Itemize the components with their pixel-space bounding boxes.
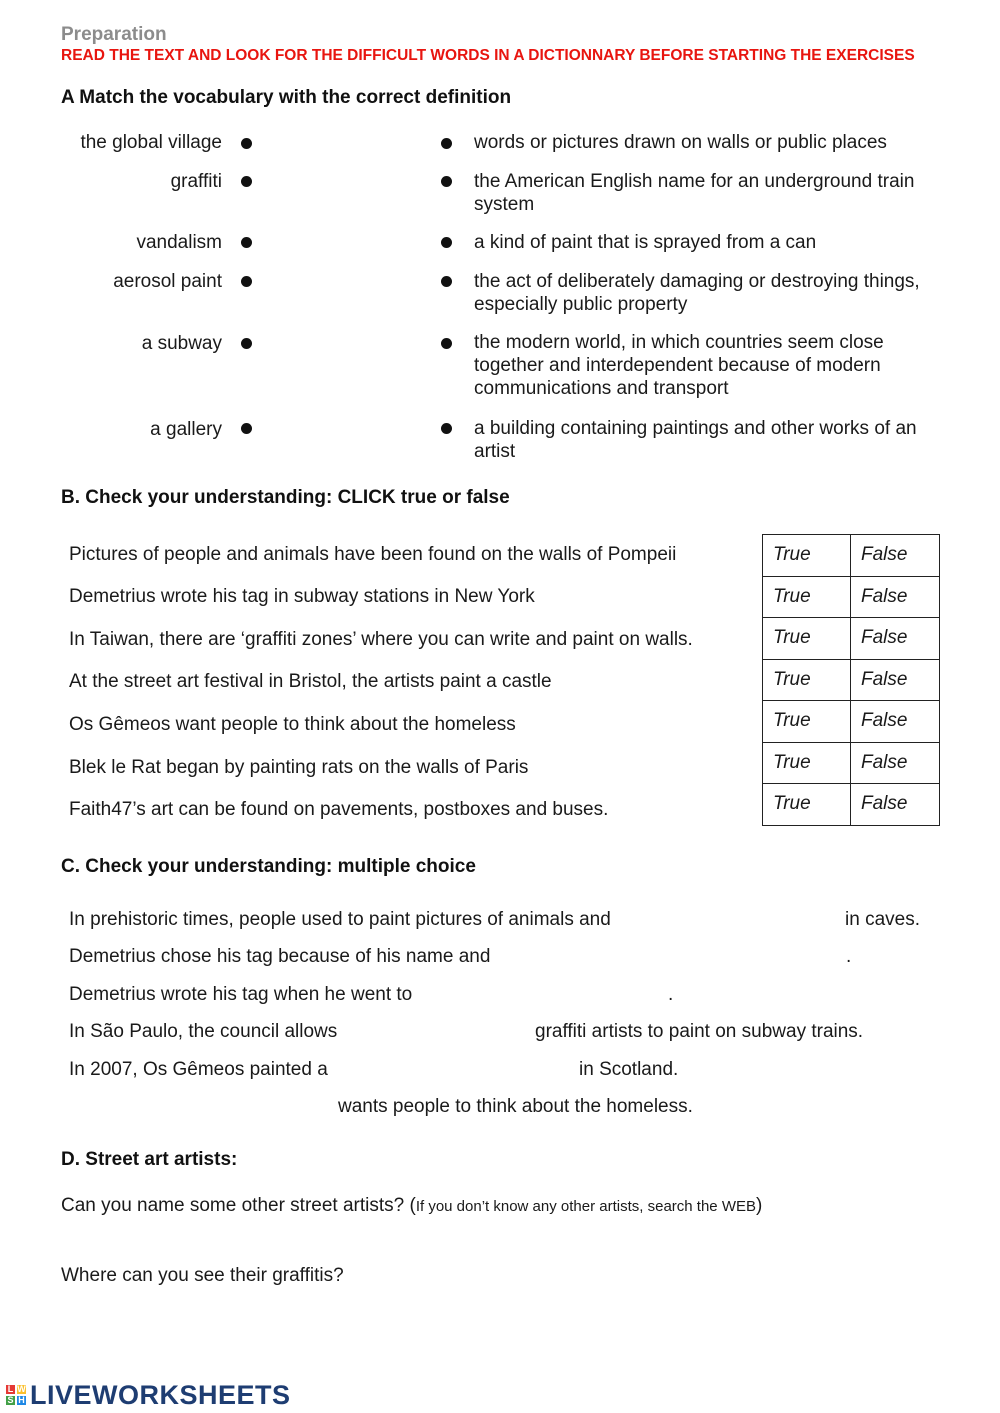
match-dot-left[interactable] <box>241 138 252 149</box>
statement-7: Faith47’s art can be found on pavements, postboxes and buses. <box>69 799 609 820</box>
match-dot-right[interactable] <box>441 276 452 287</box>
mc-sentence-3-end: . <box>668 984 674 1005</box>
definition-4: the act of deliberately damaging or destroying things, especially public property <box>474 271 920 315</box>
false-option[interactable]: False <box>851 784 940 826</box>
term-subway: a subway <box>141 333 222 354</box>
logo-letter: S <box>7 1395 14 1405</box>
true-option[interactable]: True <box>763 784 851 826</box>
match-dot-right[interactable] <box>441 138 452 149</box>
true-false-table <box>762 534 940 826</box>
question-2: Where can you see their graffitis? <box>61 1265 344 1286</box>
answer-input-2[interactable] <box>61 1295 931 1325</box>
true-option[interactable]: True <box>763 659 851 701</box>
mc-sentence-4-start: In São Paulo, the council allows <box>69 1021 338 1042</box>
mc-dropdown-6[interactable] <box>69 1093 334 1119</box>
answer-input-1[interactable] <box>61 1225 931 1255</box>
term-graffiti: graffiti <box>170 171 222 192</box>
mc-sentence-5-start: In 2007, Os Gêmeos painted a <box>69 1059 328 1080</box>
table-row <box>763 576 940 618</box>
match-dot-left[interactable] <box>241 423 252 434</box>
true-option[interactable]: True <box>763 618 851 660</box>
mc-sentence-4-end: graffiti artists to paint on subway trains. <box>535 1021 864 1042</box>
mc-dropdown-3[interactable] <box>440 981 665 1007</box>
mc-sentence-2-start: Demetrius chose his tag because of his name and <box>69 946 491 967</box>
section-c-title: C. Check your understanding: multiple choice <box>61 856 476 877</box>
statement-2: Demetrius wrote his tag in subway stations in New York <box>69 586 535 607</box>
false-option[interactable]: False <box>851 535 940 577</box>
logo-text: LIVEWORKSHEETS <box>30 1379 291 1410</box>
logo-icon <box>6 1385 26 1405</box>
table-row <box>763 701 940 743</box>
definition-2: the American English name for an underground train system <box>474 171 915 215</box>
table-row <box>763 742 940 784</box>
mc-dropdown-5[interactable] <box>350 1056 575 1082</box>
table-row <box>763 659 940 701</box>
definition-3: a kind of paint that is sprayed from a can <box>474 232 817 253</box>
section-b-title: B. Check your understanding: CLICK true or false <box>61 487 510 508</box>
false-option[interactable]: False <box>851 701 940 743</box>
mc-sentence-5-end: in Scotland. <box>579 1059 679 1080</box>
mc-sentence-1-end: in caves. <box>845 909 920 930</box>
match-dot-left[interactable] <box>241 237 252 248</box>
preparation-label: Preparation <box>61 24 167 45</box>
term-gallery: a gallery <box>150 419 222 440</box>
statement-5: Os Gêmeos want people to think about the homeless <box>69 714 516 735</box>
question-1 <box>61 1195 762 1217</box>
term-aerosol-paint: aerosol paint <box>113 271 222 292</box>
false-option[interactable]: False <box>851 618 940 660</box>
mc-sentence-1-start: In prehistoric times, people used to paint pictures of animals and <box>69 909 611 930</box>
match-dot-left[interactable] <box>241 176 252 187</box>
logo-letter: H <box>18 1395 25 1405</box>
true-option[interactable]: True <box>763 742 851 784</box>
mc-sentence-6-end: wants people to think about the homeless. <box>338 1096 693 1117</box>
mc-dropdown-1[interactable] <box>650 906 840 932</box>
match-dot-right[interactable] <box>441 338 452 349</box>
match-dot-left[interactable] <box>241 338 252 349</box>
term-global-village: the global village <box>80 132 222 153</box>
definition-6: a building containing paintings and other works of an artist <box>474 418 917 462</box>
section-d-title: D. Street art artists: <box>61 1149 238 1170</box>
section-a-title: A Match the vocabulary with the correct definition <box>61 87 512 108</box>
table-row <box>763 618 940 660</box>
term-vandalism: vandalism <box>136 232 222 253</box>
question-1-hint: If you don’t know any other artists, search the WEB <box>415 1198 756 1215</box>
mc-dropdown-4[interactable] <box>360 1018 530 1044</box>
statement-4: At the street art festival in Bristol, the artists paint a castle <box>69 671 552 692</box>
statement-6: Blek le Rat began by painting rats on the walls of Paris <box>69 757 529 778</box>
statement-1: Pictures of people and animals have been found on the walls of Pompeii <box>69 544 677 565</box>
false-option[interactable]: False <box>851 576 940 618</box>
question-1-text: Can you name some other street artists? ( <box>61 1195 416 1216</box>
logo-letter: W <box>17 1384 26 1394</box>
definition-1: words or pictures drawn on walls or public places <box>474 132 887 153</box>
false-option[interactable]: False <box>851 742 940 784</box>
question-1-close: ) <box>756 1195 763 1216</box>
false-option[interactable]: False <box>851 659 940 701</box>
table-row <box>763 535 940 577</box>
mc-dropdown-2[interactable] <box>522 943 842 969</box>
true-option[interactable]: True <box>763 576 851 618</box>
instruction-text: READ THE TEXT AND LOOK FOR THE DIFFICULT WORDS IN A DICTIONNARY BEFORE STARTING THE EXERCISES <box>61 47 915 64</box>
match-dot-right[interactable] <box>441 237 452 248</box>
match-dot-left[interactable] <box>241 276 252 287</box>
match-dot-right[interactable] <box>441 423 452 434</box>
mc-sentence-3-start: Demetrius wrote his tag when he went to <box>69 984 413 1005</box>
statement-3: In Taiwan, there are ‘graffiti zones’ where you can write and paint on walls. <box>69 629 693 650</box>
liveworksheets-logo <box>6 1378 291 1412</box>
mc-sentence-2-end: . <box>846 946 852 967</box>
table-row <box>763 784 940 826</box>
definition-5: the modern world, in which countries seem close together and interdependent because of modern communications and transport <box>474 332 884 399</box>
true-option[interactable]: True <box>763 535 851 577</box>
match-dot-right[interactable] <box>441 176 452 187</box>
logo-letter: L <box>7 1384 14 1394</box>
true-option[interactable]: True <box>763 701 851 743</box>
